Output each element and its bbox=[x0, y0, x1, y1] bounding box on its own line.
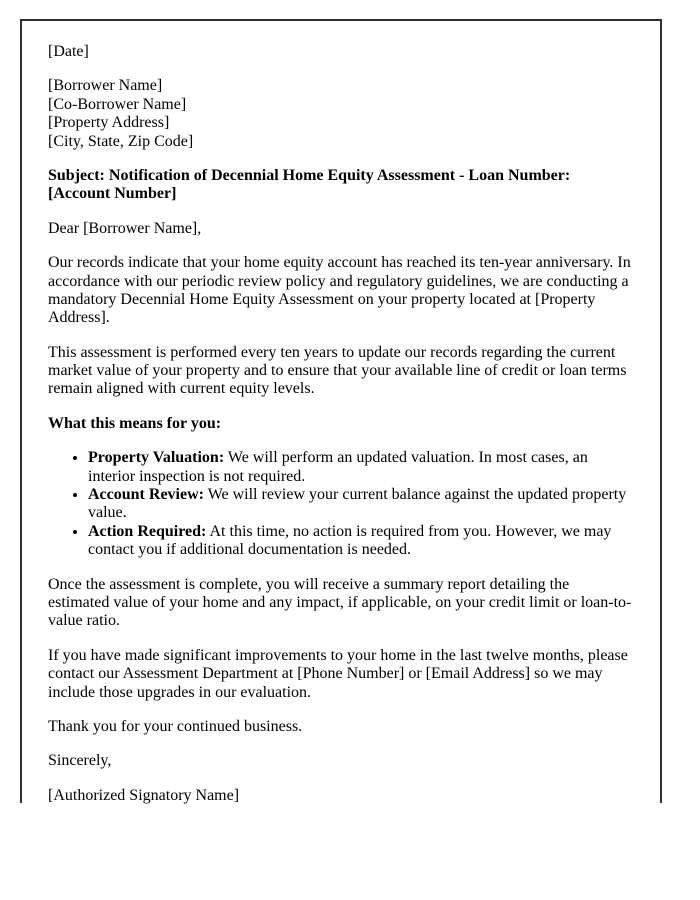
bullet-item-property-valuation bbox=[88, 449, 634, 486]
recipient-line-co-borrower: [Co-Borrower Name] bbox=[48, 95, 187, 113]
letter-date: [Date] bbox=[48, 43, 89, 60]
signatory-name: [Authorized Signatory Name] bbox=[48, 786, 240, 804]
bullet-list bbox=[48, 449, 634, 559]
salutation: Dear [Borrower Name], bbox=[48, 219, 202, 237]
bullet-lead: Action Required: bbox=[88, 522, 207, 540]
letter-page-frame bbox=[20, 19, 662, 803]
body-paragraph-assessment: This assessment is performed every ten years to update our records regarding the current market value of your property and to ensure that your available line of credit or loan terms remain aligned with current equity levels. bbox=[48, 343, 627, 398]
closing-paragraph-improvements: If you have made significant improvements to your home in the last twelve months, please contact our Assessment Department at [Phone Number] or [Email Address] so we may include those upgrades in our evaluation. bbox=[48, 646, 628, 701]
bullet-text: We will perform an updated valuation. In most cases, an interior inspection is not required. bbox=[88, 449, 588, 485]
section-heading: What this means for you: bbox=[48, 414, 222, 432]
closing-paragraph-summary: Once the assessment is complete, you will receive a summary report detailing the estimated value of your home and any impact, if applicable, on your credit limit or loan-to-value ratio. bbox=[48, 575, 632, 630]
recipient-address-block bbox=[48, 77, 634, 151]
thanks-line: Thank you for your continued business. bbox=[48, 717, 303, 735]
subject-line: Subject: Notification of Decennial Home Equity Assessment - Loan Number: [Account Number] bbox=[48, 166, 571, 203]
bullet-item-account-review bbox=[88, 486, 634, 523]
recipient-line-property-address: [Property Address] bbox=[48, 114, 170, 132]
recipient-line-borrower: [Borrower Name] bbox=[48, 77, 163, 95]
bullet-lead: Property Valuation: bbox=[88, 449, 225, 467]
body-paragraph-records: Our records indicate that your home equity account has reached its ten-year anniversary. In accordance with our periodic review policy and regulatory guidelines, we are conducting a mandatory Decennial Home Equity Assessment on your property located at [Property Address]. bbox=[48, 254, 631, 327]
bullet-text: We will review your current balance against the updated property value. bbox=[88, 486, 627, 522]
bullet-lead: Account Review: bbox=[88, 486, 204, 504]
recipient-line-city-state-zip: [City, State, Zip Code] bbox=[48, 132, 194, 150]
signoff: Sincerely, bbox=[48, 752, 112, 770]
bullet-text: At this time, no action is required from you. However, we may contact you if additional documentation is needed. bbox=[88, 522, 612, 559]
bullet-item-action-required bbox=[88, 523, 634, 560]
